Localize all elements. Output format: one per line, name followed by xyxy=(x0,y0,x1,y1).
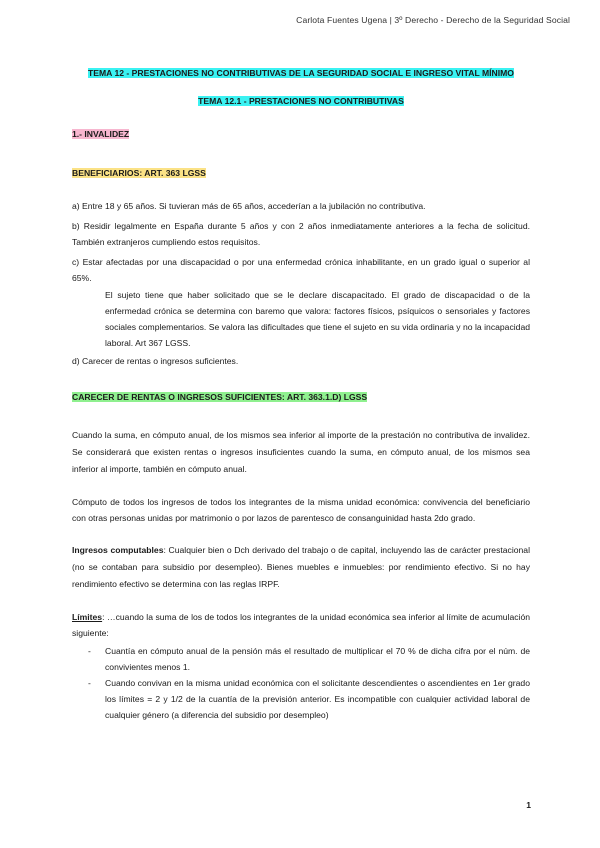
page-number: 1 xyxy=(526,800,531,810)
section-heading-invalidez: 1.- INVALIDEZ xyxy=(72,129,130,139)
page-header: Carlota Fuentes Ugena | 3º Derecho - Derecho de la Seguridad Social xyxy=(296,15,570,25)
ingresos-computables-paragraph xyxy=(72,542,530,593)
limites-label: Límites xyxy=(72,612,103,622)
requisito-c-nota: El sujeto tiene que haber solicitado que se le declare discapacitado. El grado de discapacidad o de la enfermedad crónica se determina con baremo que valora: factores físicos, psíquicos o sensoriales y factores sociales complementarios. Se valora las dificultades que tiene el sujeto en su vida ordinaria y no la incapacidad laboral. Art 367 LGSS. xyxy=(105,290,530,348)
list-item xyxy=(72,675,530,723)
section-invalidez xyxy=(72,124,530,142)
list-item-text: Cuantía en cómputo anual de la pensión más el resultado de multiplicar el 70 % de dicha cifra por el núm. de convivientes menos 1. xyxy=(105,646,530,672)
carecer-paragraph-2: Cómputo de todos los ingresos de todos los integrantes de la misma unidad económica: convivencia del beneficiario con otras personas unidas por matrimonio o por lazos de parentesco de consanguinidad hasta 2do grado. xyxy=(72,497,530,523)
beneficiarios-heading-line xyxy=(72,163,530,181)
requisito-a: a) Entre 18 y 65 años. Si tuvieran más de 65 años, accederían a la jubilación no contributiva. xyxy=(72,201,426,211)
carecer-heading-line xyxy=(72,387,530,405)
document-title: TEMA 12 - PRESTACIONES NO CONTRIBUTIVAS DE LA SEGURIDAD SOCIAL E INGRESO VITAL MÍNIMO xyxy=(88,68,514,78)
subtitle-line xyxy=(72,96,530,106)
dash-bullet: - xyxy=(88,678,91,688)
limites-text: : …cuando la suma de los de todos los integrantes de la unidad económica sea inferior al límite de acumulación siguiente: xyxy=(72,612,530,638)
ingresos-computables-label: Ingresos computables xyxy=(72,545,164,555)
page-content xyxy=(72,58,530,723)
list-item-text: Cuando convivan en la misma unidad económica con el solicitante descendientes o ascendientes en 1er grado los límites = 2 y 1/2 de la cuantía de la previsión anterior. Es incompatible con cualquier actividad laboral de cualquier género (a diferencia del subsidio por desempleo) xyxy=(105,678,530,720)
carecer-paragraph-1: Cuando la suma, en cómputo anual, de los mismos sea inferior al importe de la prestación no contributiva de invalidez. Se considerará que existen rentas o ingresos insuficientes cuando la suma, en cómputo anual, de los mismos sea inferior al importe, también en cómputo anual. xyxy=(72,430,530,474)
carecer-heading: CARECER DE RENTAS O INGRESOS SUFICIENTES: ART. 363.1.D) LGSS xyxy=(72,392,368,402)
requisito-b: b) Residir legalmente en España durante 5 años y con 2 años inmediatamente anteriores a la fecha de solicitud. También extranjeros cumpliendo estos requisitos. xyxy=(72,221,530,247)
title-line xyxy=(72,68,530,78)
requisito-d: d) Carecer de rentas o ingresos suficientes. xyxy=(72,356,239,366)
limites-list xyxy=(72,643,530,723)
document-subtitle: TEMA 12.1 - PRESTACIONES NO CONTRIBUTIVAS xyxy=(198,96,404,106)
beneficiarios-heading: BENEFICIARIOS: ART. 363 LGSS xyxy=(72,168,206,178)
beneficiarios-list xyxy=(72,198,530,369)
requisito-c: c) Estar afectadas por una discapacidad o por una enfermedad crónica inhabilitante, en un grado igual o superior al 65%. xyxy=(72,257,530,283)
dash-bullet: - xyxy=(88,646,91,656)
list-item xyxy=(72,643,530,675)
ingresos-computables-text: : Cualquier bien o Dch derivado del trabajo o de capital, incluyendo las de carácter prestacional (no se contaban para subsidio por desempleo). Bienes muebles e inmuebles: por rendimiento efectivo. Si no hay rendimiento efectivo se determina con las reglas IRPF. xyxy=(72,545,530,589)
limites-paragraph xyxy=(72,609,530,641)
